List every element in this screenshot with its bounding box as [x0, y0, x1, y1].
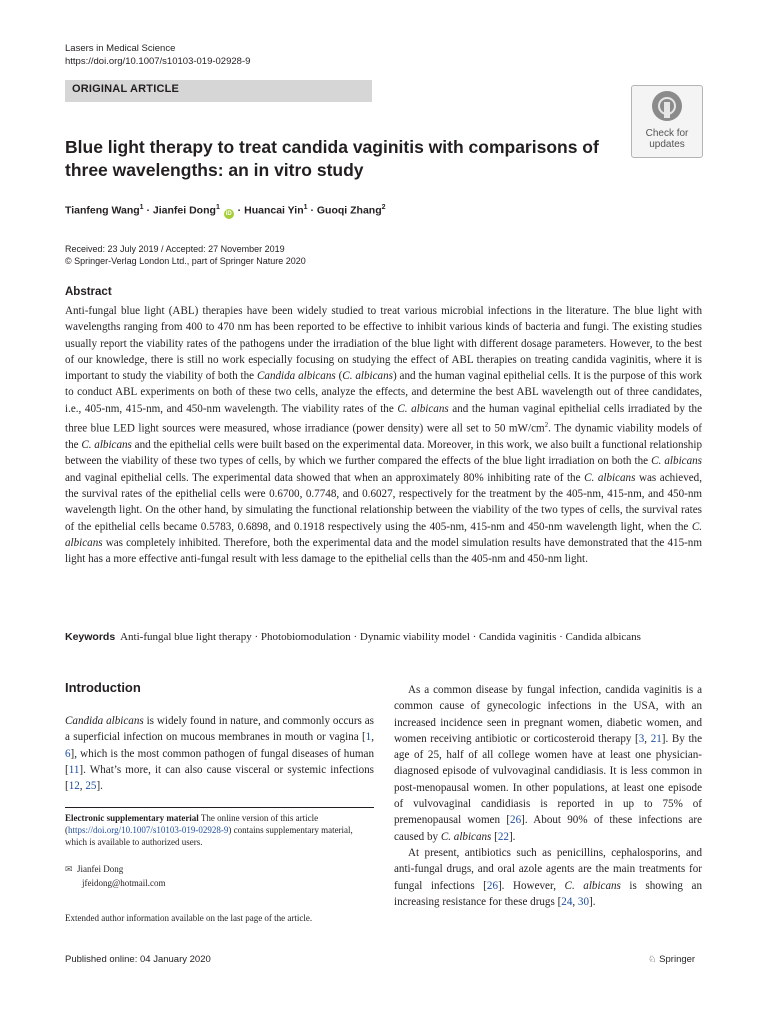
citation-link[interactable]: 1 — [365, 731, 372, 744]
article-type-banner — [65, 80, 372, 102]
extended-author-info: Extended author information available on the last page of the article. — [65, 913, 313, 923]
citation-link[interactable]: 26 — [486, 879, 498, 892]
affiliation-mark: 1 — [139, 204, 144, 211]
publication-dates — [65, 243, 306, 267]
article-type-label: ORIGINAL ARTICLE — [72, 83, 180, 95]
received-accepted: Received: 23 July 2019 / Accepted: 27 November 2019 — [65, 244, 285, 254]
envelope-icon: ✉ — [65, 864, 73, 874]
springer-horse-icon: ♘ — [648, 954, 657, 965]
author-name[interactable]: Huancai Yin — [244, 204, 304, 217]
keywords — [65, 629, 702, 645]
journal-name: Lasers in Medical Science — [65, 43, 176, 54]
citation-link[interactable]: 21 — [650, 732, 662, 745]
keywords-label: Keywords — [65, 631, 116, 643]
intro-left-column: Candida albicans is widely found in nature, and commonly occurs as a superficial infection on mucous membranes in mouth or vagina [1, 6], which is the most common pathogen of fungal diseases of human [11]. What’s more, it can also cause visceral or systemic infections [12, 25]. — [65, 715, 374, 793]
copyright: © Springer-Verlag London Ltd., part of Springer Nature 2020 — [65, 256, 306, 266]
intro-right-column: As a common disease by fungal infection, candida vaginitis is a common cause of gynecologic infections in the USA, with an increased incidence seen in pregnant women, diabetic women, and women receiving antibiotic or corticosteroid therapy [3, 21]. By the age of 25, half of all college women have at least one physician-diagnosed episode of vulvovaginal candidiasis. It is less common in post-menopausal women. In other populations, at least one episode of vulvovaginal candidiasis is reported in up to 75% of premenopausal women [26]. About 90% of these infections are caused by C. albicans [22]. At present, antibiotics such as penicillins, cephalosporins, and anti-fungal drugs, and oral azole agents are the main treatments for fungal infections [26]. However, C. albicans is showing an increasing resistance for these drugs [24, 30]. — [394, 684, 703, 908]
journal-header — [65, 42, 250, 68]
orcid-icon[interactable]: iD — [225, 210, 232, 217]
citation-link[interactable]: 12 — [68, 780, 80, 793]
citation-link[interactable]: 6 — [65, 747, 71, 760]
paper-title: Blue light therapy to treat candida vaginitis with comparisons of three wavelengths: an in vitro study — [65, 137, 599, 180]
citation-link[interactable]: 22 — [497, 830, 509, 843]
footnote-divider — [65, 807, 374, 808]
badge-line-2: updates — [649, 139, 685, 150]
affiliation-mark: 2 — [381, 204, 386, 211]
check-for-updates-badge[interactable] — [631, 85, 703, 158]
citation-link[interactable]: 30 — [577, 895, 590, 908]
supplementary-note: Electronic supplementary material The online version of this article (https://doi.org/10.1007/s10103-019-02928-9) contains supplementary material, which is available to authorized users. — [65, 813, 353, 847]
corresponding-author — [65, 862, 166, 890]
publisher-name: Springer — [659, 954, 696, 965]
introduction-heading: Introduction — [65, 680, 141, 695]
badge-line-1: Check for — [645, 128, 689, 139]
citation-link[interactable]: 26 — [510, 814, 522, 827]
abstract-body: Anti-fungal blue light (ABL) therapies have been widely studied to treat various microbial infections in the literature. The blue light with wavelengths ranging from 400 to 470 nm has been reported to be effective to inhibit various kinds of bacteria and fungi. The existing studies usually report the viability rates of the pathogens under the irradiation of the blue light with different dosage parameters. However, to the best of our knowledge, there is still no work especially focusing on studying the effect of ABL therapies on treating candida vaginitis, where it is important to study the viability of both the Candida albicans (C. albicans) and the human vaginal epithelial cells. It is the purpose of this work to conduct ABL experiments on both of these two cells, analyze the effects, and determine the best ABL wavelength out of three candidates, i.e., 405-nm, 415-nm, and 450-nm wavelength. The viability rates of the C. albicans and the human vaginal epithelial cells irradiated by the three blue LED light sources were measured, whose irradiance (power density) were all set to 50 $mW/cm^2$. The dynamic viability models of the C. albicans and the epithelial cells were built based on the experimental data. Moreover, in this work, we also built a functional relationship between the viability of these two types of cells, by which we further compared the effects of the blue light irradiation on both the C. albicans and vaginal epithelial cells. The experimental data showed that when an approximately 80% inhibiting rate of the C. albicans was achieved, the survival rates of the epithelial cells were 0.6700, 0.7748, and 0.6027, respectively for the treatment by the 405-nm, 415-nm, and 450-nm wavelength light. On the other hand, by simulating the functional relationship between the viability of the two types of cells, the survival rates of the epithelial cells became 0.5783, 0.6898, and 0.1918 respectively using the 405-nm, 415-nm and 450-nm wavelength light, when the C. albicans was completely inhibited. Therefore, both the experimental data and the model simulation results have demonstrated that the 415-nm light has a more effective anti-fungal result with less damage to the epithelial cells than the 405-nm and 450-nm light. — [65, 305, 702, 566]
citation-link[interactable]: 11 — [68, 763, 80, 776]
author-name[interactable]: Tianfeng Wang — [65, 204, 140, 217]
author-list: Tianfeng Wang$^1$ · Jianfei Dong$^1$ iD · Huancai Yin$^1$ · Guoqi Zhang$^2$ — [65, 204, 386, 217]
contact-email[interactable]: jfeidong@hotmail.com — [82, 878, 166, 888]
citation-link[interactable]: 24 — [561, 895, 573, 908]
keywords-text: Anti-fungal blue light therapy · Photobiomodulation · Dynamic viability model · Candida vaginitis · Candida albicans — [120, 631, 641, 643]
author-name[interactable]: Guoqi Zhang — [316, 204, 382, 217]
published-online: Published online: 04 January 2020 — [65, 954, 211, 965]
affiliation-mark: 1 — [215, 204, 220, 211]
affiliation-mark: 1 — [303, 204, 308, 211]
publisher-logo — [648, 954, 695, 965]
doi-link[interactable]: https://doi.org/10.1007/s10103-019-02928-9 — [65, 56, 251, 67]
author-name[interactable]: Jianfei Dong — [152, 204, 216, 217]
bookmark-icon — [652, 91, 682, 121]
citation-link[interactable]: 25 — [85, 780, 97, 793]
citation-link[interactable]: 3 — [638, 732, 645, 745]
contact-name: Jianfei Dong — [77, 864, 124, 874]
esm-link[interactable]: https://doi.org/10.1007/s10103-019-02928-9 — [68, 825, 229, 835]
abstract-heading: Abstract — [65, 286, 112, 298]
